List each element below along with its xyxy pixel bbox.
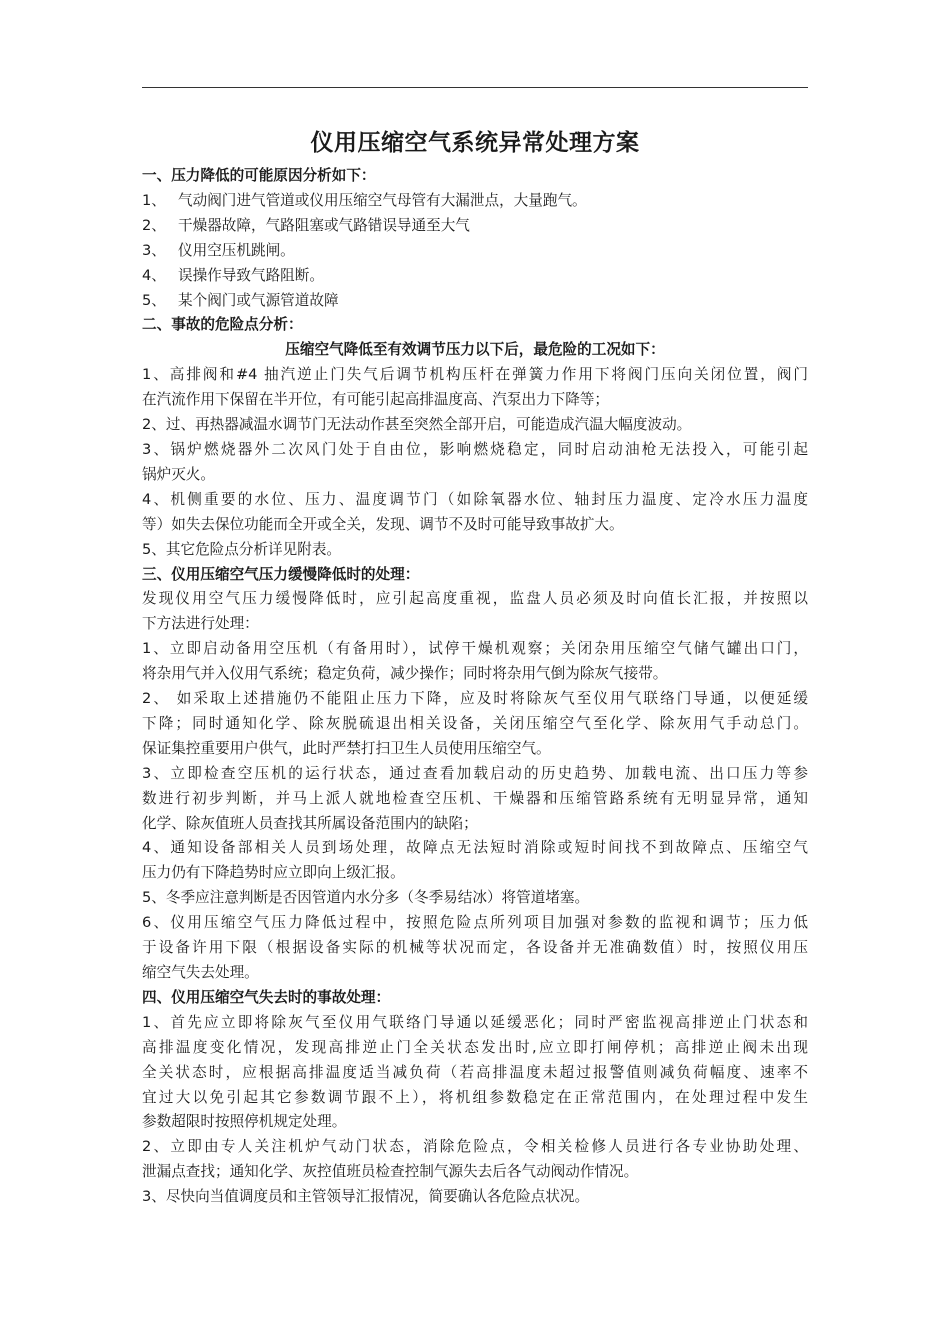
list-item-text: 干燥器故障，气路阻塞或气路错误导通至大气 (178, 216, 470, 234)
section-3-heading: 三、仪用压缩空气压力缓慢降低时的处理： (142, 565, 420, 583)
text-line: 保证集控重要用户供气，此时严禁打扫卫生人员使用压缩空气。 (142, 739, 551, 757)
section-2-content (142, 363, 808, 562)
list-item-text: 某个阀门或气源管道故障 (178, 291, 339, 309)
list-item (142, 264, 808, 289)
text-line: 发现仪用空气压力缓慢降低时，应引起高度重视，监盘人员必须及时向值长汇报，并按照以 (142, 590, 808, 608)
text-line: 3、立即检查空压机的运行状态，通过查看加载启动的历史趋势、加载电流、出口压力等参 (142, 764, 808, 782)
document-title: 仪用压缩空气系统异常处理方案 (310, 130, 640, 156)
list-item (142, 289, 808, 314)
text-line: 化学、除灰值班人员查找其所属设备范围内的缺陷； (142, 814, 478, 832)
text-line: 5、其它危险点分析详见附表。 (142, 540, 342, 558)
text-line: 6、仪用压缩空气压力降低过程中，按照危险点所列项目加强对参数的监视和调节；压力低 (142, 914, 808, 932)
text-line: 4、通知设备部相关人员到场处理，故障点无法短时消除或短时间找不到故障点、压缩空气 (142, 839, 808, 857)
section-4-heading: 四、仪用压缩空气失去时的事故处理： (142, 988, 391, 1006)
text-line: 参数超限时按照停机规定处理。 (142, 1113, 347, 1131)
text-line: 2、过、再热器减温水调节门无法动作甚至突然全部开启，可能造成汽温大幅度波动。 (142, 416, 692, 434)
list-item (142, 189, 808, 214)
list-item (142, 214, 808, 239)
text-line: 宜过大以免引起其它参数调节跟不上），将机组参数稳定在正常范围内，在处理过程中发生 (142, 1088, 808, 1106)
list-item (142, 239, 808, 264)
text-line: 全关状态时，应根据高排温度适当减负荷（若高排温度未超过报警值则减负荷幅度、速率不 (142, 1063, 808, 1081)
list-item-number: 2、 (142, 216, 166, 234)
section-1-list (142, 189, 808, 314)
text-line: 5、冬季应注意判断是否因管道内水分多（冬季易结冰）将管道堵塞。 (142, 889, 590, 907)
list-item-text: 误操作导致气路阻断。 (178, 266, 324, 284)
list-item-number: 4、 (142, 266, 166, 284)
section-1-heading: 一、压力降低的可能原因分析如下： (142, 167, 376, 184)
text-line: 将杂用气并入仪用气系统；稳定负荷，减少操作；同时将杂用气倒为除灰气接带。 (142, 665, 668, 683)
list-item-text: 气动阀门进气管道或仪用压缩空气母管有大漏泄点，大量跑气。 (178, 191, 587, 209)
section-3-content (142, 587, 808, 986)
text-line: 压力仍有下降趋势时应立即向上级汇报。 (142, 864, 405, 882)
text-line: 2、 如采取上述措施仍不能阻止压力下降，应及时将除灰气至仪用气联络门导通，以便延缓 (142, 690, 808, 708)
text-line: 4、机侧重要的水位、压力、温度调节门（如除氧器水位、轴封压力温度、定冷水压力温度 (142, 490, 808, 508)
header-rule (142, 87, 808, 88)
text-line: 于设备许用下限（根据设备实际的机械等状况而定，各设备并无准确数值）时，按照仪用压 (142, 939, 808, 957)
text-line: 缩空气失去处理。 (142, 964, 259, 981)
text-line: 高排温度变化情况，发现高排逆止门全关状态发出时,应立即打闸停机；高排逆止阀未出现 (142, 1038, 808, 1056)
text-line: 2、立即由专人关注机炉气动门状态，消除危险点，令相关检修人员进行各专业协助处理、 (142, 1138, 808, 1156)
text-line: 下降；同时通知化学、除灰脱硫退出相关设备，关闭压缩空气至化学、除灰用气手动总门。 (142, 714, 808, 732)
section-4-content (142, 1011, 808, 1210)
text-line: 在汽流作用下保留在半开位，有可能引起高排温度高、汽泵出力下降等； (142, 391, 610, 409)
text-line: 锅炉灭火。 (142, 465, 215, 483)
text-line: 1、立即启动备用空压机（有备用时），试停干燥机观察；关闭杂用压缩空气储气罐出口门， (142, 640, 808, 658)
text-line: 数进行初步判断，并马上派人就地检查空压机、干燥器和压缩管路系统有无明显异常，通知 (142, 789, 808, 807)
text-line: 泄漏点查找；通知化学、灰控值班员检查控制气源失去后各气动阀动作情况。 (142, 1163, 639, 1181)
text-line: 等）如失去保位功能而全开或全关，发现、调节不及时可能导致事故扩大。 (142, 515, 624, 533)
section-2-subheading: 压缩空气降低至有效调节压力以下后，最危险的工况如下： (285, 341, 665, 359)
text-line: 下方法进行处理： (142, 615, 259, 633)
document-body (142, 164, 808, 1210)
text-line: 1、首先应立即将除灰气至仪用气联络门导通以延缓恶化；同时严密监视高排逆止门状态和 (142, 1013, 808, 1031)
list-item-number: 3、 (142, 241, 166, 259)
list-item-number: 5、 (142, 291, 166, 309)
section-2-heading: 二、事故的危险点分析： (142, 316, 303, 334)
text-line: 3、尽快向当值调度员和主管领导汇报情况，简要确认各危险点状况。 (142, 1188, 590, 1206)
text-line: 1、高排阀和#4 抽汽逆止门失气后调节机构压杆在弹簧力作用下将阀门压向关闭位置，阀门 (142, 366, 808, 384)
list-item-text: 仪用空压机跳闸。 (178, 241, 295, 259)
list-item-number: 1、 (142, 191, 166, 209)
text-line: 3、锅炉燃烧器外二次风门处于自由位，影响燃烧稳定，同时启动油枪无法投入，可能引起 (142, 440, 808, 458)
